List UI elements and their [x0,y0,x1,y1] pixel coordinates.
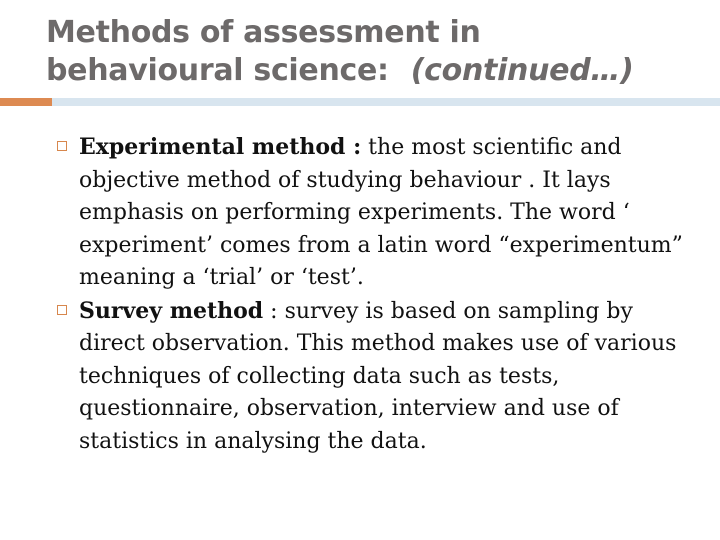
bullet-text-experimental-method [79,131,695,295]
title-line-2-italic: (continued…) [410,53,634,88]
title-line-1: Methods of assessment in [46,15,481,50]
title-line-2 [46,52,706,90]
bullet-list [55,131,695,458]
bullet-item-experimental-method [55,131,695,295]
accent-divider-blue [52,98,720,106]
bullet-text-survey-method [79,295,695,459]
description-experimental-method: the most scientific and objective method of studying behaviour . It lays emphasis on performing experiments. The word ‘ experiment’ comes from a latin word “experimentum” meaning a ‘trial’ or ‘test’. [79,135,683,290]
accent-divider-orange [0,98,52,106]
bullet-item-survey-method [55,295,695,459]
description-survey-method: : survey is based on sampling by direct observation. This method makes use of various techniques of collecting data such as tests, questionnaire, observation, interview and use of statistics in analysing the data. [79,298,677,454]
title-line-2-main: behavioural science: [46,53,389,88]
term-survey-method: Survey method [79,297,264,324]
hollow-square-bullet-icon [57,141,67,151]
term-experimental-method: Experimental method : [79,134,362,160]
slide-title [46,14,706,90]
hollow-square-bullet-icon [57,305,67,315]
